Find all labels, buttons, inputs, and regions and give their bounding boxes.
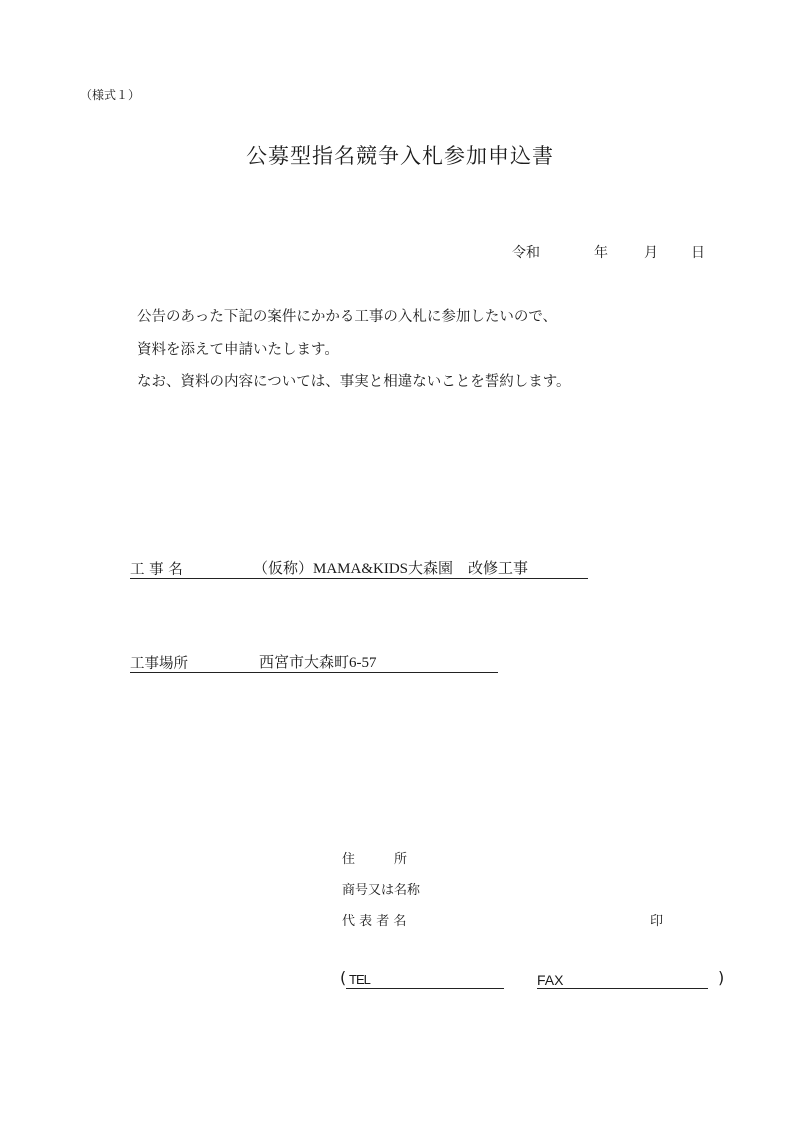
statement-line-2: 資料を添えて申請いたします。 — [137, 342, 339, 358]
statement-line-3: なお、資料の内容については、事実と相違ないことを誓約します。 — [137, 374, 571, 390]
date-month-unit: 月 — [644, 245, 658, 261]
project-label: 工 事 名 — [130, 562, 183, 578]
project-value: （仮称）MAMA&KIDS大森園 改修工事 — [253, 561, 529, 577]
contact-close-paren: ) — [718, 968, 725, 987]
contact-open-paren: ( — [340, 968, 347, 987]
date-era: 令和 — [512, 245, 540, 261]
seal-mark: 印 — [650, 914, 664, 929]
site-label: 工事場所 — [130, 656, 188, 672]
statement-line-1: 公告のあった下記の案件にかかる工事の入札に参加したいので、 — [137, 309, 558, 325]
form-number: （様式１） — [80, 88, 141, 102]
date-year-unit: 年 — [594, 245, 608, 261]
fax-label: FAX — [537, 972, 564, 988]
company-name-label: 商号又は名称 — [342, 883, 421, 898]
page-title: 公募型指名競争入札参加申込書 — [246, 144, 554, 168]
date-day-unit: 日 — [691, 245, 705, 261]
address-label: 住 所 — [342, 852, 408, 867]
representative-label: 代 表 者 名 — [342, 914, 407, 929]
tel-label: TEL — [349, 972, 370, 987]
site-value: 西宮市大森町6-57 — [259, 655, 377, 671]
